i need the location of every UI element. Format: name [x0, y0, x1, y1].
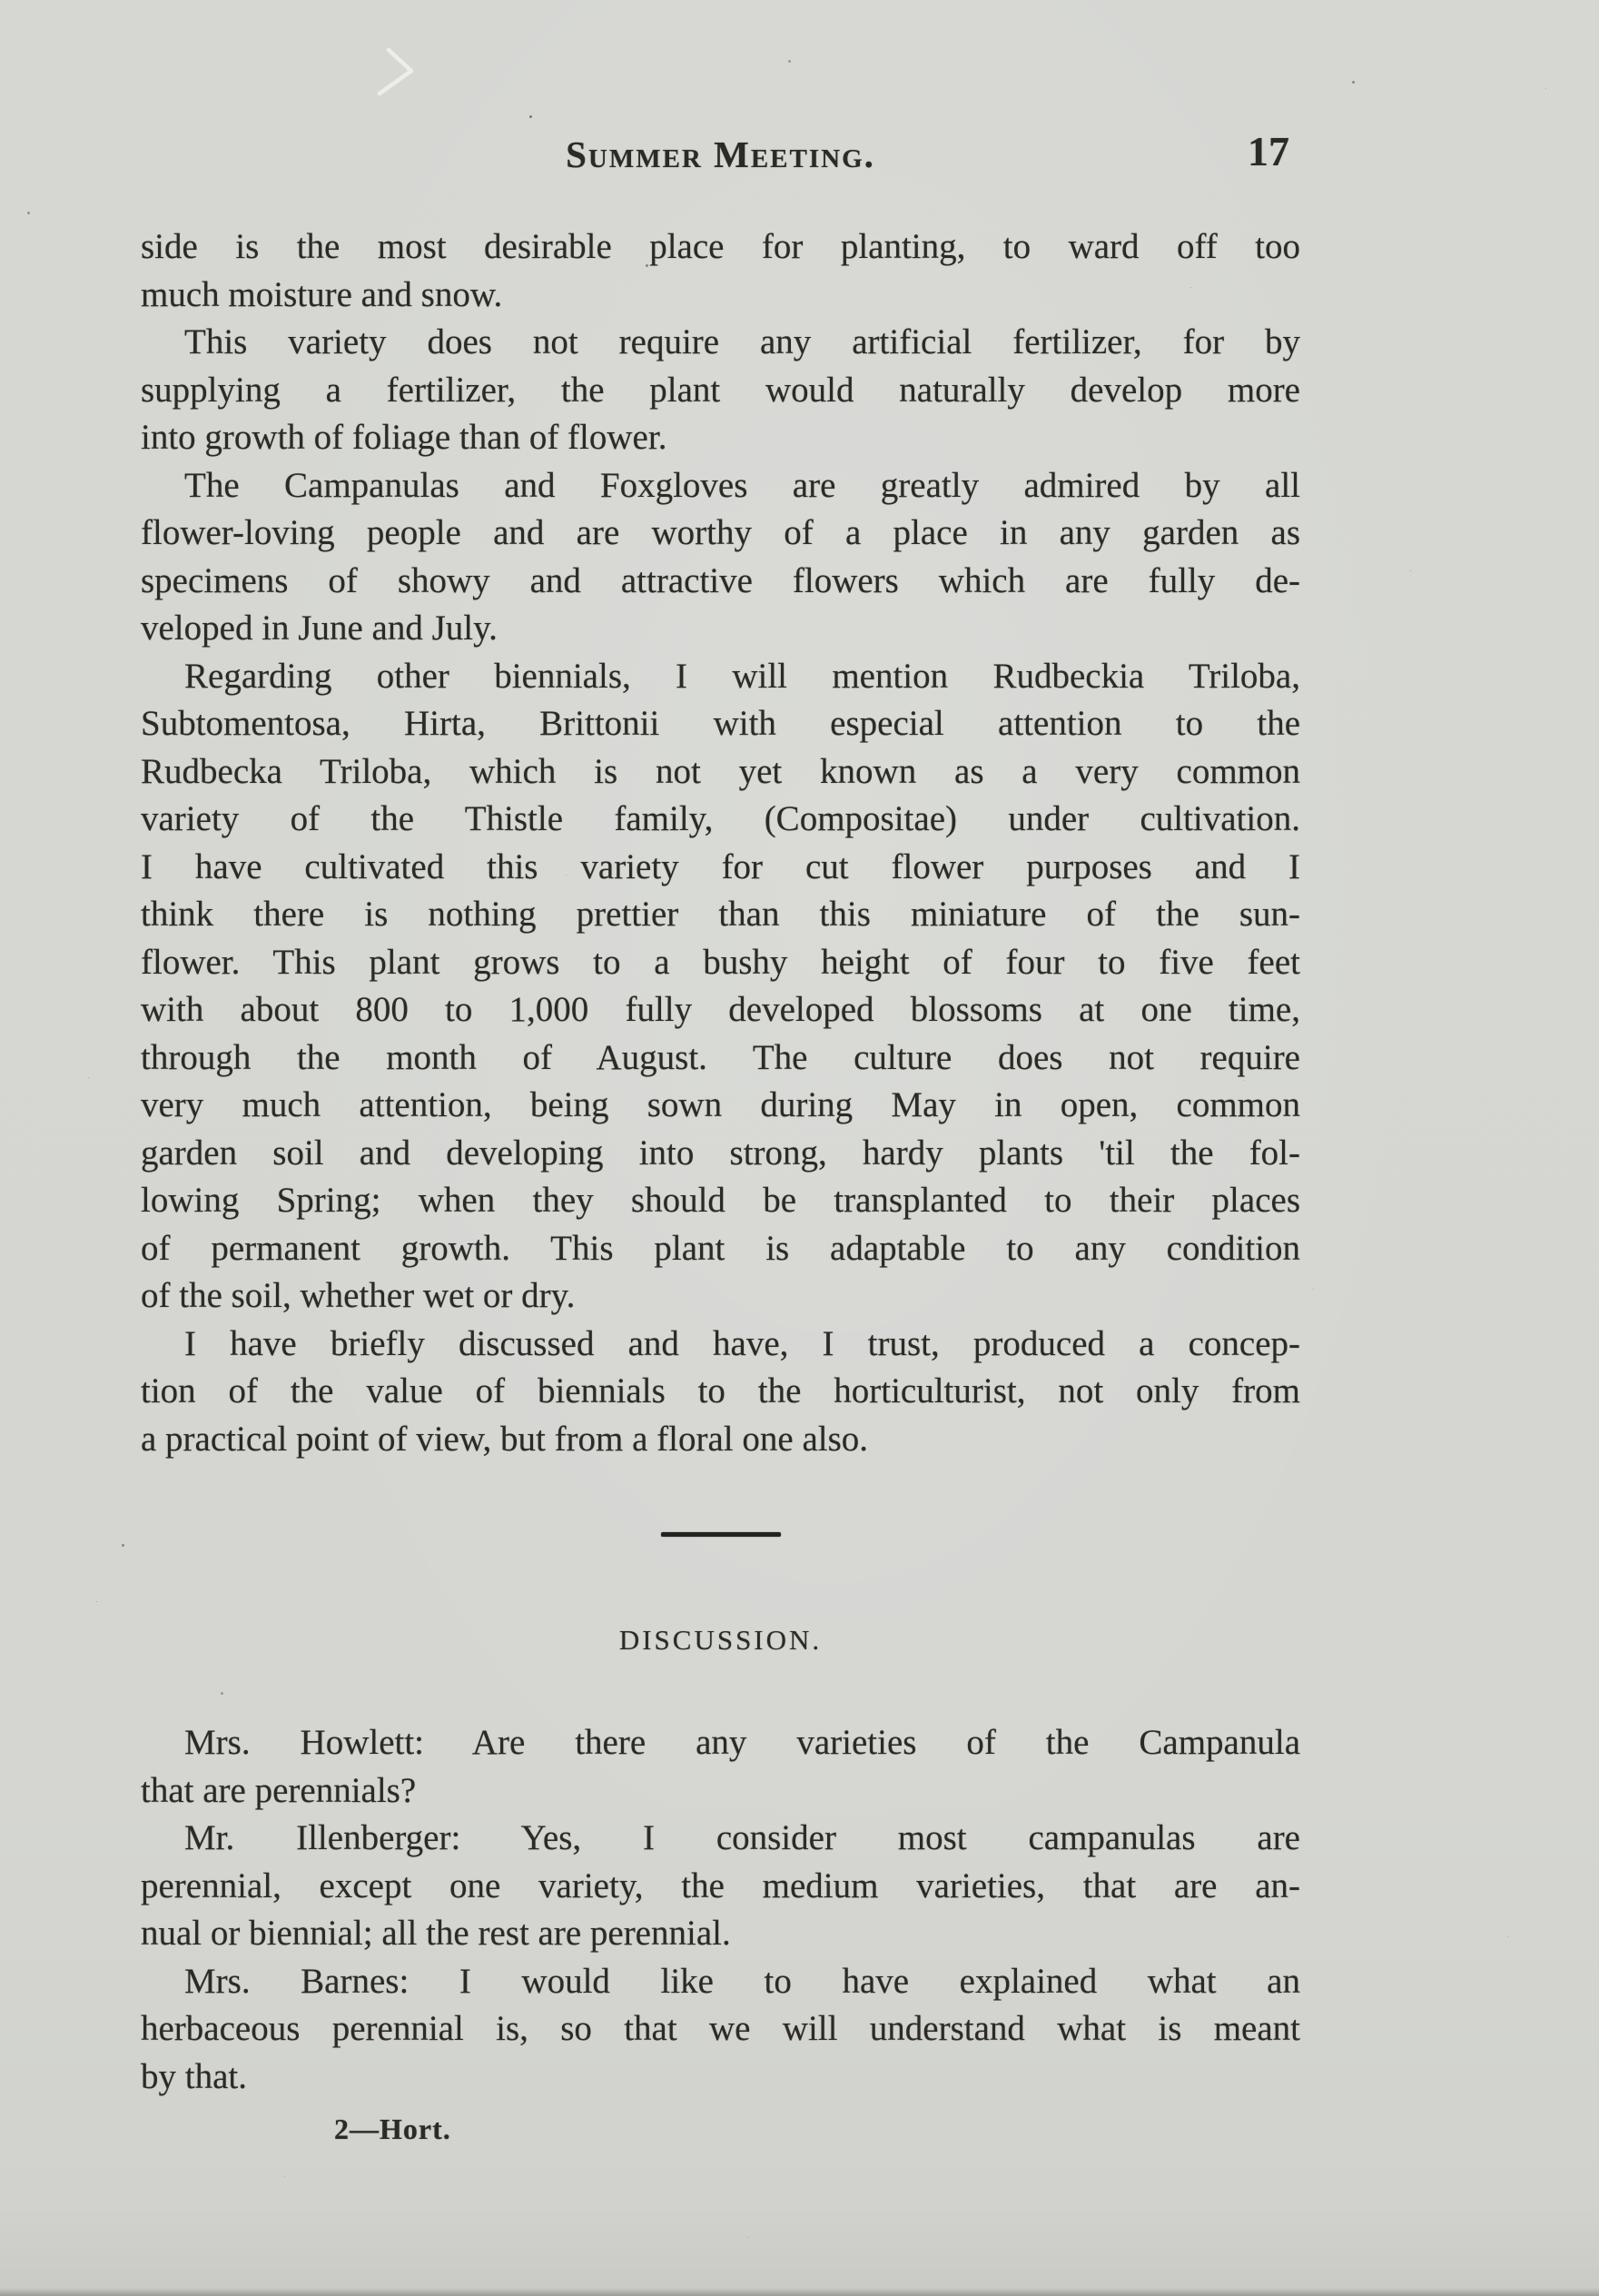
printer-signature: 2—Hort. [334, 2113, 451, 2145]
paragraph [141, 653, 1300, 1321]
text-line: of the soil, whether wet or dry. [141, 1276, 576, 1315]
body-text-block [141, 223, 1300, 1463]
paragraph [141, 1321, 1300, 1464]
text-line: I have briefly discussed and have, I trust, produced a concep- [184, 1323, 1300, 1363]
text-line: Rudbecka Triloba, which is not yet known as a very common [141, 751, 1300, 791]
paper-specks [0, 0, 3, 3]
text-line: herbaceous perennial is, so that we will understand what is meant [141, 2009, 1300, 2048]
paragraph [141, 319, 1300, 462]
text-line: supplying a fertilizer, the plant would naturally develop more [141, 370, 1300, 410]
text-line: a practical point of view, but from a floral one also. [141, 1419, 869, 1459]
text-line: veloped in June and July. [141, 609, 498, 648]
running-head [141, 128, 1300, 187]
running-header-title: Summer Meeting. [566, 134, 875, 175]
text-line: by that. [141, 2056, 247, 2096]
text-line: I have cultivated this variety for cut flower purposes and I [141, 846, 1300, 886]
text-line: much moisture and snow. [141, 274, 503, 314]
text-line: with about 800 to 1,000 fully developed blossoms at one time, [141, 990, 1300, 1029]
text-line: garden soil and developing into strong, hardy plants 'til the fol- [141, 1133, 1300, 1173]
text-line: flower. This plant grows to a bushy height of four to five feet [141, 942, 1300, 982]
text-line: of permanent growth. This plant is adaptable to any condition [141, 1228, 1300, 1268]
discussion-heading: DISCUSSION. [618, 1624, 823, 1656]
text-line: lowing Spring; when they should be transplanted to their places [141, 1181, 1300, 1220]
section-divider [141, 1532, 1300, 1537]
text-line: The Campanulas and Foxgloves are greatly admired by all [184, 465, 1300, 505]
text-line: This variety does not require any artificial fertilizer, for by [184, 322, 1300, 361]
text-line: into growth of foliage than of flower. [141, 418, 667, 457]
paragraph [141, 1815, 1300, 1958]
text-line: think there is nothing prettier than this miniature of the sun- [141, 895, 1300, 934]
text-line: nual or biennial; all the rest are perennial. [141, 1914, 731, 1953]
text-line: Mrs. Howlett: Are there any varieties of the Campanula [184, 1723, 1300, 1762]
paragraph [141, 462, 1300, 653]
text-line: perennial, except one variety, the medium varieties, that are an- [141, 1866, 1300, 1905]
page-number: 17 [1248, 128, 1289, 174]
scratch-mark [372, 44, 419, 100]
text-line: variety of the Thistle family, (Compositae) under cultivation. [141, 799, 1300, 838]
text-line: flower-loving people and are worthy of a place in any garden as [141, 513, 1300, 552]
paragraph [141, 1719, 1300, 1815]
text-line: through the month of August. The culture does not require [141, 1037, 1300, 1077]
divider-rule [661, 1532, 781, 1537]
paragraph [141, 1958, 1300, 2102]
text-line: tion of the value of biennials to the horticulturist, not only from [141, 1371, 1300, 1410]
text-line: that are perennials? [141, 1770, 417, 1810]
text-line: Mrs. Barnes: I would like to have explained what an [184, 1961, 1300, 2001]
text-line: Mr. Illenberger: Yes, I consider most campanulas are [184, 1818, 1300, 1857]
text-line: specimens of showy and attractive flowers which are fully de- [141, 560, 1300, 600]
paragraph [141, 223, 1300, 319]
text-line: Regarding other biennials, I will mention Rudbeckia Triloba, [184, 656, 1300, 696]
text-line: side is the most desirable place for planting, to ward off too [141, 227, 1300, 266]
discussion-text-block [141, 1719, 1300, 2101]
text-line: very much attention, being sown during May in open, common [141, 1085, 1300, 1124]
text-line: Subtomentosa, Hirta, Brittonii with especial attention to the [141, 704, 1300, 743]
